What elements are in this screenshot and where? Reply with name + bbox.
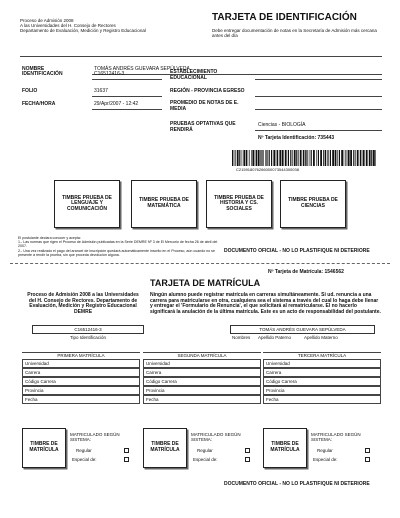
regular-checkbox[interactable]: [365, 448, 370, 453]
barcode-bar: [303, 150, 304, 166]
barcode-bar: [279, 150, 281, 166]
barcode-bar: [276, 150, 277, 166]
barcode-bar: [269, 150, 270, 166]
row-label: Universidad: [266, 361, 290, 366]
table-row: [22, 359, 140, 368]
barcode-image: [230, 150, 380, 168]
barcode-bar: [323, 150, 324, 166]
matricula-stamp-label: TIMBRE DE MATRÍCULA: [150, 441, 180, 453]
matricula-title: TARJETA DE MATRÍCULA: [150, 278, 261, 288]
regular-label: Regular: [197, 448, 213, 453]
table-row: [263, 386, 381, 395]
barcode-bar: [256, 150, 257, 166]
table-row: [263, 377, 381, 386]
especial-label: Especial de:: [72, 457, 97, 462]
fecha-value: 29/Apr/2007 - 12:42: [94, 101, 139, 107]
table-row: [22, 395, 140, 404]
matricula-stamp-box: [263, 428, 307, 468]
especial-checkbox[interactable]: [245, 457, 250, 462]
barcode-bar: [311, 150, 312, 166]
id-card-note: Debe entregar documentación de notas en la Secretaría de Admisión más cercana antes del día: [212, 28, 377, 38]
col-header-primera: PRIMERA MATRÍCULA: [22, 352, 140, 358]
barcode-bar: [255, 150, 256, 166]
row-label: Código Carrera: [146, 379, 177, 384]
barcode-bar: [248, 150, 249, 166]
pruebas-underline: [255, 130, 382, 131]
stamp-ciencias: TIMBRE PRUEBA DE CIENCIAS: [280, 180, 346, 228]
barcode-bar: [332, 150, 334, 166]
row-label: Universidad: [25, 361, 49, 366]
identificacion-underline: [92, 79, 162, 80]
barcode-bar: [350, 150, 352, 166]
barcode-bar: [242, 150, 243, 166]
barcode-bar: [344, 150, 345, 166]
row-label: Carrera: [266, 370, 282, 375]
barcode-bar: [232, 150, 233, 166]
process-line-1: Proceso de Admisión 2008: [20, 18, 74, 23]
row-label: Provincia: [146, 388, 165, 393]
especial-label: Especial de:: [193, 457, 218, 462]
barcode-bar: [237, 150, 239, 166]
id-card-title: TARJETA DE IDENTIFICACIÓN: [212, 12, 357, 23]
process-line-3: Departamento de Evaluación, Medición y Registro Educacional: [20, 28, 146, 33]
barcode-bar: [261, 150, 262, 166]
barcode-bar: [341, 150, 343, 166]
sistema-label: MATRICULADO SEGÚN SISTEMA:: [191, 432, 241, 442]
matricula-name-value: TOMÁS ANDRÉS GUEVARA SEPÚLVEDA: [259, 327, 346, 332]
matricula-id-label: Tipo Identificación: [69, 335, 107, 340]
barcode-bar: [282, 150, 284, 166]
promedio-label: PROMEDIO DE NOTAS DE E. MEDIA: [170, 100, 239, 112]
pruebas-value: Ciencias - BIOLOGÍA: [258, 122, 306, 128]
barcode-bar: [366, 150, 368, 166]
barcode-bar: [313, 150, 315, 166]
barcode-bar: [360, 150, 361, 166]
name-label-materno: Apellido Materno: [304, 335, 338, 340]
barcode-bar: [288, 150, 289, 166]
barcode-bar: [265, 150, 266, 166]
table-row: [263, 368, 381, 377]
row-label: Código Carrera: [266, 379, 297, 384]
notes-line-1: El postulante declara conocer y acepta:: [18, 236, 81, 240]
folio-label: FOLIO: [22, 88, 38, 94]
barcode-bar: [292, 150, 293, 166]
barcode-bar: [296, 150, 297, 166]
barcode-bar: [285, 150, 287, 166]
table-row: [143, 377, 261, 386]
barcode-bar: [267, 150, 268, 166]
identificacion-value: C16512416-3: [94, 71, 125, 77]
establecimiento-label: ESTABLECIMIENTO EDUCACIONAL: [170, 69, 218, 81]
especial-label: Especial de:: [313, 457, 338, 462]
matricula-id-value: C16512416-3: [74, 327, 102, 332]
barcode-bar: [290, 150, 291, 166]
row-label: Fecha: [25, 397, 38, 402]
barcode-bar: [375, 150, 376, 166]
barcode-bar: [273, 150, 275, 166]
official-notice-1: DOCUMENTO OFICIAL - NO LO PLASTIFIQUE NI DETERIORE: [224, 248, 370, 254]
especial-checkbox[interactable]: [365, 457, 370, 462]
matricula-warning-text: Ningún alumno puede registrar matrícula en carreras simultáneamente. Si ud. renuncia a una carrera para matricularse en otra, cualquiera sea el sistema a través del cual lo haga debe llenar y entregar el 'Formulario de Renuncia', el que solicitará al rematricularse. El no hacerlo significará la anulación de la última matrícula. Este es un acto de responsabilidad del postulante.: [150, 292, 381, 315]
table-row: [263, 395, 381, 404]
regular-checkbox[interactable]: [245, 448, 250, 453]
table-row: [22, 377, 140, 386]
fecha-underline: [92, 109, 162, 110]
cut-line: [10, 263, 390, 264]
stamp-matematica: TIMBRE PRUEBA DE MATEMÁTICA: [131, 180, 197, 228]
name-label-nombres: Nombres: [232, 335, 251, 340]
notes-line-2: 1.- Las normas que rigen el Proceso de Admisión publicadas en la Serie DEMRE Nº 3 de El Mercurio de fecha 26 de abril del 2007.: [18, 240, 218, 249]
folio-underline: [92, 96, 162, 97]
table-row: [22, 368, 140, 377]
matricula-stamp-box: [143, 428, 187, 468]
barcode-bar: [252, 150, 254, 166]
barcode-bar: [234, 150, 235, 166]
barcode-bar: [357, 150, 359, 166]
barcode-bar: [325, 150, 326, 166]
nombre-value: TOMÁS ANDRÉS GUEVARA SEPÚLVEDA: [94, 66, 190, 72]
table-row: [143, 395, 261, 404]
barcode-bar: [258, 150, 260, 166]
barcode-bar: [246, 150, 247, 166]
establecimiento-underline: [255, 79, 382, 80]
row-label: Provincia: [266, 388, 285, 393]
regular-checkbox[interactable]: [124, 448, 129, 453]
promedio-underline: [255, 109, 382, 110]
nombre-label: NOMBRE: [22, 66, 45, 72]
region-underline: [255, 96, 382, 97]
pruebas-label: PRUEBAS OPTATIVAS QUE RENDIRÁ: [170, 121, 236, 133]
region-label: REGIÓN - PROVINCIA EGRESO: [170, 88, 245, 94]
barcode-bar: [320, 150, 322, 166]
barcode-bar: [371, 150, 372, 166]
matricula-stamp-box: [22, 428, 66, 468]
barcode-bar: [239, 150, 240, 166]
name-label-paterno: Apellido Paterno: [258, 335, 292, 340]
sistema-label: MATRICULADO SEGÚN SISTEMA:: [311, 432, 361, 442]
matricula-id-box: [32, 325, 144, 334]
barcode-bar: [339, 150, 340, 166]
barcode-bar: [348, 150, 350, 166]
barcode-bar: [347, 150, 348, 166]
barcode-bar: [355, 150, 356, 166]
barcode-bar: [369, 150, 371, 166]
row-label: Fecha: [266, 397, 279, 402]
row-label: Universidad: [146, 361, 170, 366]
barcode-bar: [316, 150, 317, 166]
barcode-bar: [327, 150, 328, 166]
barcode-bar: [298, 150, 299, 166]
tarjeta-id-label: Nº Tarjeta Identificación: 735443: [258, 135, 335, 141]
col-header-segunda: SEGUNDA MATRÍCULA: [143, 352, 261, 358]
table-row: [22, 386, 140, 395]
especial-checkbox[interactable]: [124, 457, 129, 462]
declaration-notes: [18, 236, 218, 257]
tarjeta-matricula-label: Nº Tarjeta de Matrícula: 1546562: [268, 269, 344, 275]
col-header-tercera: TERCERA MATRÍCULA: [263, 352, 381, 358]
barcode-bar: [263, 150, 264, 166]
fecha-label: FECHA/HORA: [22, 101, 56, 107]
barcode-bar: [373, 150, 375, 166]
barcode-bar: [363, 150, 365, 166]
barcode-bar: [305, 150, 306, 166]
sistema-label: MATRICULADO SEGÚN SISTEMA:: [70, 432, 120, 442]
regular-label: Regular: [317, 448, 333, 453]
barcode-bar: [251, 150, 252, 166]
row-label: Fecha: [146, 397, 159, 402]
barcode-bar: [306, 150, 307, 166]
barcode-bar: [345, 150, 346, 166]
barcode-bar: [243, 150, 245, 166]
barcode-bar: [271, 150, 272, 166]
matricula-process-text: Proceso de Admisión 2008 a las Universidades del H. Consejo de Rectores. Departamento de Evaluación, Medición y Registro Educacional DEMRE: [27, 292, 139, 315]
barcode-bar: [294, 150, 296, 166]
regular-label: Regular: [76, 448, 92, 453]
table-row: [143, 386, 261, 395]
stamp-historia: TIMBRE PRUEBA DE HISTORIA Y CS. SOCIALES: [206, 180, 272, 228]
barcode-bar: [353, 150, 354, 166]
row-label: Provincia: [25, 388, 44, 393]
folio-value: 31637: [94, 88, 108, 94]
table-row: [263, 359, 381, 368]
barcode-bar: [235, 150, 236, 166]
process-line-2: A las Universidades del H. Consejo de Rectores: [20, 23, 116, 28]
barcode-bar: [260, 150, 261, 166]
matricula-stamp-label: TIMBRE DE MATRÍCULA: [29, 441, 59, 453]
row-label: Código Carrera: [25, 379, 56, 384]
row-label: Carrera: [146, 370, 162, 375]
barcode-bar: [337, 150, 338, 166]
barcode-bar: [266, 150, 267, 166]
barcode-bar: [362, 150, 363, 166]
notes-line-3: 2.- Una vez realizado el pago del arancel de inscripción quedará automáticamente inscrito en el Proceso, aún cuando no se presente a rendir la prueba, sin que proceda devolución alguna.: [18, 248, 215, 257]
matricula-name-box: [230, 325, 375, 334]
table-row: [143, 359, 261, 368]
barcode-bar: [277, 150, 278, 166]
stamp-lenguaje: TIMBRE PRUEBA DE LENGUAJE Y COMUNICACIÓN: [54, 180, 120, 228]
barcode-bar: [335, 150, 337, 166]
process-header: [20, 18, 205, 33]
barcode-bar: [300, 150, 302, 166]
header-divider: [20, 56, 382, 57]
matricula-stamp-label: TIMBRE DE MATRÍCULA: [270, 441, 300, 453]
barcode-bar: [318, 150, 319, 166]
table-row: [143, 368, 261, 377]
barcode-number: C215918076266000073544300038: [236, 167, 299, 172]
identificacion-label: IDENTIFICACIÓN: [22, 71, 63, 77]
official-notice-2: DOCUMENTO OFICIAL - NO LO PLASTIFIQUE NI DETERIORE: [224, 481, 370, 487]
row-label: Carrera: [25, 370, 41, 375]
barcode-bar: [249, 150, 250, 166]
barcode-bar: [330, 150, 331, 166]
barcode-bar: [309, 150, 310, 166]
